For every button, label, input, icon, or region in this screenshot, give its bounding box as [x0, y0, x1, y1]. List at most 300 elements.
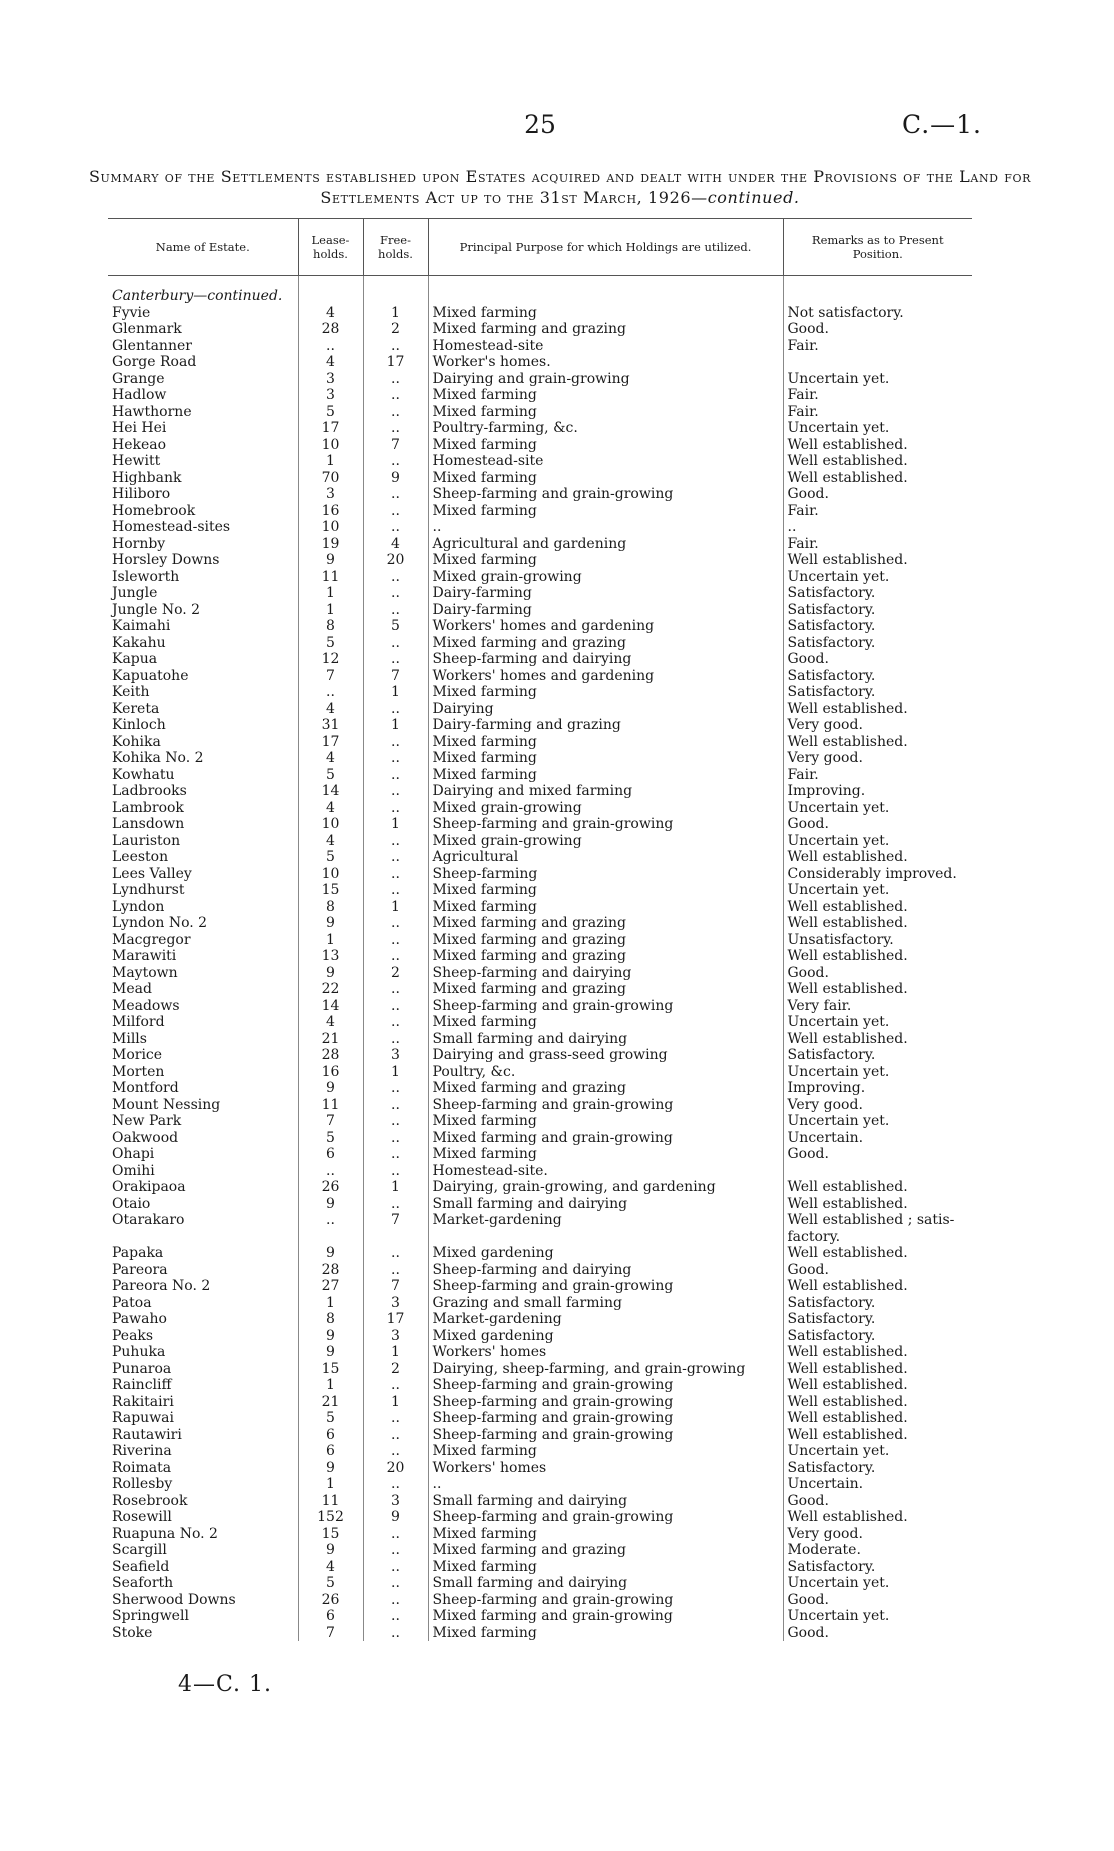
settlements-table	[108, 218, 972, 1641]
estate-name: Pareora	[112, 1261, 168, 1278]
estate-name: Lyndon	[112, 898, 165, 915]
remarks-cell: Well established.	[783, 437, 972, 454]
estate-name: Puhuka	[112, 1344, 166, 1360]
purpose-cell: Mixed farming	[428, 1146, 783, 1163]
table-row	[108, 1493, 972, 1510]
estate-name: Lyndon No. 2	[112, 915, 208, 931]
table-row	[108, 998, 972, 1015]
table-row	[108, 569, 972, 586]
leaseholds-cell: 14	[298, 998, 363, 1015]
purpose-cell: Dairying	[428, 701, 783, 718]
leaseholds-cell: 9	[298, 1460, 363, 1477]
table-row	[108, 1592, 972, 1609]
table-row	[108, 965, 972, 982]
estate-name: Mount Nessing	[112, 1096, 221, 1113]
table-row	[108, 1361, 972, 1378]
freeholds-cell: ..	[363, 486, 428, 503]
table-row	[108, 1377, 972, 1394]
leaseholds-cell: 28	[298, 321, 363, 338]
purpose-cell: Sheep-farming and grain-growing	[428, 1097, 783, 1114]
remarks-cell: Fair.	[783, 404, 972, 421]
remarks-cell: Uncertain yet.	[783, 882, 972, 899]
remarks-cell	[783, 1163, 972, 1180]
freeholds-cell: ..	[363, 998, 428, 1015]
freeholds-cell: ..	[363, 1559, 428, 1576]
leaseholds-cell: 9	[298, 1245, 363, 1262]
table-row	[108, 899, 972, 916]
purpose-cell: Agricultural and gardening	[428, 536, 783, 553]
estate-name: Leeston	[112, 849, 169, 865]
leaseholds-cell: 1	[298, 585, 363, 602]
purpose-cell: Homestead-site	[428, 338, 783, 355]
remarks-cell: Good.	[783, 816, 972, 833]
estate-name: Jungle No. 2	[112, 601, 201, 618]
freeholds-cell: 20	[363, 552, 428, 569]
estate-name: Homebrook	[112, 502, 196, 519]
estate-name: Montford	[112, 1080, 179, 1096]
table-row	[108, 1014, 972, 1031]
leaseholds-cell: 1	[298, 453, 363, 470]
table-row	[108, 585, 972, 602]
purpose-cell: Sheep-farming	[428, 866, 783, 883]
remarks-cell	[783, 354, 972, 371]
purpose-cell: Sheep-farming and dairying	[428, 651, 783, 668]
freeholds-cell: 9	[363, 470, 428, 487]
purpose-cell: Market-gardening	[428, 1311, 783, 1328]
title-main: Summary of the Settlements established upon Estates acquired and dealt with under the Provisions of the Land for Settlements Act up to the 31st March, 1926—	[88, 167, 1032, 207]
freeholds-cell: ..	[363, 1014, 428, 1031]
purpose-cell: Mixed farming	[428, 387, 783, 404]
table-row	[108, 1031, 972, 1048]
table-row	[108, 948, 972, 965]
freeholds-cell: ..	[363, 948, 428, 965]
remarks-cell: Good.	[783, 965, 972, 982]
leaseholds-cell: 9	[298, 1542, 363, 1559]
leaseholds-cell: 5	[298, 767, 363, 784]
freeholds-cell: ..	[363, 1575, 428, 1592]
purpose-cell: Sheep-farming and grain-growing	[428, 816, 783, 833]
estate-name: Meadows	[112, 997, 180, 1014]
purpose-cell: Mixed farming	[428, 1443, 783, 1460]
freeholds-cell: ..	[363, 767, 428, 784]
remarks-cell: Uncertain yet.	[783, 833, 972, 850]
table-row	[108, 783, 972, 800]
freeholds-cell: 1	[363, 1179, 428, 1196]
remarks-cell: Well established.	[783, 1344, 972, 1361]
estate-name: Kowhatu	[112, 766, 175, 783]
purpose-cell: Sheep-farming and dairying	[428, 1262, 783, 1279]
estate-name: Lees Valley	[112, 865, 192, 882]
purpose-cell: Dairy-farming and grazing	[428, 717, 783, 734]
table-row	[108, 1575, 972, 1592]
remarks-cell: Uncertain yet.	[783, 420, 972, 437]
table-body	[108, 276, 972, 1642]
table-row	[108, 486, 972, 503]
table-row	[108, 354, 972, 371]
estate-name: Hadlow	[112, 387, 167, 403]
leaseholds-cell: 5	[298, 635, 363, 652]
leaseholds-cell: 13	[298, 948, 363, 965]
purpose-cell: Poultry, &c.	[428, 1064, 783, 1081]
purpose-cell: Mixed farming	[428, 1014, 783, 1031]
freeholds-cell: ..	[363, 1476, 428, 1493]
table-row	[108, 1295, 972, 1312]
remarks-cell: Well established ; satis-	[783, 1212, 972, 1229]
purpose-cell: Mixed farming	[428, 503, 783, 520]
purpose-cell: Mixed farming and grazing	[428, 948, 783, 965]
purpose-cell: Mixed farming and grazing	[428, 932, 783, 949]
remarks-cell: Fair.	[783, 503, 972, 520]
remarks-cell: Well established.	[783, 899, 972, 916]
table-row	[108, 1064, 972, 1081]
remarks-cell: Good.	[783, 486, 972, 503]
table-header-row	[108, 219, 972, 276]
purpose-cell: Mixed farming and grazing	[428, 981, 783, 998]
remarks-cell: Well established.	[783, 552, 972, 569]
freeholds-cell: ..	[363, 1542, 428, 1559]
purpose-cell: Dairying, sheep-farming, and grain-growing	[428, 1361, 783, 1378]
remarks-cell: Good.	[783, 1262, 972, 1279]
freeholds-cell: 9	[363, 1509, 428, 1526]
estate-name: Papaka	[112, 1245, 164, 1261]
purpose-cell: Sheep-farming and grain-growing	[428, 1592, 783, 1609]
freeholds-cell: ..	[363, 519, 428, 536]
remarks-cell: Good.	[783, 1493, 972, 1510]
leaseholds-cell: 15	[298, 1361, 363, 1378]
table-row	[108, 1394, 972, 1411]
estate-name: Kohika No. 2	[112, 750, 204, 766]
estate-name: Morten	[112, 1063, 165, 1080]
purpose-cell: Small farming and dairying	[428, 1493, 783, 1510]
remarks-cell: Fair.	[783, 536, 972, 553]
estate-name: Peaks	[112, 1327, 154, 1344]
freeholds-cell: ..	[363, 1427, 428, 1444]
table-row	[108, 849, 972, 866]
purpose-cell: Dairying, grain-growing, and gardening	[428, 1179, 783, 1196]
remarks-cell: Well established.	[783, 701, 972, 718]
purpose-cell: Sheep-farming and grain-growing	[428, 1427, 783, 1444]
purpose-cell: Homestead-site.	[428, 1163, 783, 1180]
leaseholds-cell: 9	[298, 1328, 363, 1345]
footer-signature: 4—C. 1.	[178, 1672, 273, 1697]
table-row	[108, 1625, 972, 1642]
purpose-cell: Sheep-farming and grain-growing	[428, 1410, 783, 1427]
leaseholds-cell: 7	[298, 1625, 363, 1642]
remarks-cell: Satisfactory.	[783, 585, 972, 602]
estate-name: Scargill	[112, 1542, 167, 1558]
leaseholds-cell: 26	[298, 1592, 363, 1609]
estate-name: Sherwood Downs	[112, 1591, 236, 1608]
leaseholds-cell: 4	[298, 701, 363, 718]
table-row	[108, 437, 972, 454]
purpose-cell: Mixed farming and grazing	[428, 915, 783, 932]
remarks-cell: Satisfactory.	[783, 1460, 972, 1477]
purpose-cell: Mixed farming	[428, 470, 783, 487]
leaseholds-cell: 19	[298, 536, 363, 553]
purpose-cell: Mixed farming	[428, 1625, 783, 1642]
purpose-cell: Mixed farming	[428, 734, 783, 751]
estate-name: Morice	[112, 1047, 163, 1063]
estate-name: Rapuwai	[112, 1410, 174, 1426]
table-row	[108, 932, 972, 949]
leaseholds-cell: 15	[298, 1526, 363, 1543]
freeholds-cell: ..	[363, 1625, 428, 1642]
leaseholds-cell: 10	[298, 866, 363, 883]
remarks-cell: Good.	[783, 1625, 972, 1642]
remarks-cell: Satisfactory.	[783, 1047, 972, 1064]
estate-name: Glenmark	[112, 321, 182, 337]
remarks-cell: Very good.	[783, 750, 972, 767]
freeholds-cell: 3	[363, 1328, 428, 1345]
table-row	[108, 321, 972, 338]
leaseholds-cell: 4	[298, 305, 363, 322]
table-row	[108, 915, 972, 932]
freeholds-cell: ..	[363, 915, 428, 932]
leaseholds-cell: 9	[298, 552, 363, 569]
estate-name: Isleworth	[112, 568, 180, 585]
leaseholds-cell: 1	[298, 932, 363, 949]
freeholds-cell: ..	[363, 453, 428, 470]
freeholds-cell: ..	[363, 783, 428, 800]
remarks-cell: Fair.	[783, 767, 972, 784]
freeholds-cell: 17	[363, 354, 428, 371]
remarks-cell: Well established.	[783, 1245, 972, 1262]
freeholds-cell: ..	[363, 338, 428, 355]
purpose-cell: Mixed farming and grazing	[428, 1542, 783, 1559]
leaseholds-cell: 4	[298, 1559, 363, 1576]
freeholds-cell: ..	[363, 371, 428, 388]
freeholds-cell: ..	[363, 503, 428, 520]
remarks-cell: Very good.	[783, 717, 972, 734]
purpose-cell: Mixed farming	[428, 750, 783, 767]
leaseholds-cell	[298, 1229, 363, 1246]
leaseholds-cell: 5	[298, 849, 363, 866]
table-row	[108, 618, 972, 635]
leaseholds-cell: 9	[298, 1344, 363, 1361]
purpose-cell: Sheep-farming and grain-growing	[428, 1278, 783, 1295]
estate-name: Kohika	[112, 733, 161, 750]
estate-name: Rosebrook	[112, 1492, 188, 1509]
freeholds-cell: 3	[363, 1493, 428, 1510]
purpose-cell: Dairying and grass-seed growing	[428, 1047, 783, 1064]
leaseholds-cell: ..	[298, 684, 363, 701]
table-row	[108, 1212, 972, 1229]
table-row	[108, 1196, 972, 1213]
leaseholds-cell: 17	[298, 734, 363, 751]
table-row	[108, 1559, 972, 1576]
document-reference: C.—1.	[901, 110, 982, 139]
estate-name: Hewitt	[112, 453, 161, 469]
leaseholds-cell: 1	[298, 1377, 363, 1394]
leaseholds-cell: 4	[298, 354, 363, 371]
remarks-cell: Satisfactory.	[783, 1328, 972, 1345]
remarks-cell: Good.	[783, 651, 972, 668]
estate-name: Rautawiri	[112, 1426, 182, 1443]
purpose-cell: Mixed farming	[428, 1526, 783, 1543]
remarks-cell: Well established.	[783, 849, 972, 866]
purpose-cell: Mixed farming and grazing	[428, 1080, 783, 1097]
estate-name: Seafield	[112, 1558, 170, 1575]
purpose-cell: Poultry-farming, &c.	[428, 420, 783, 437]
freeholds-cell: 1	[363, 816, 428, 833]
freeholds-cell: 2	[363, 321, 428, 338]
table-row	[108, 1278, 972, 1295]
table-row	[108, 1262, 972, 1279]
table-row	[108, 882, 972, 899]
freeholds-cell: ..	[363, 1410, 428, 1427]
leaseholds-cell: 5	[298, 404, 363, 421]
estate-name: Hei Hei	[112, 420, 167, 436]
freeholds-cell: ..	[363, 1080, 428, 1097]
estate-name: Macgregor	[112, 931, 191, 948]
table-row	[108, 387, 972, 404]
table-row	[108, 635, 972, 652]
leaseholds-cell: 6	[298, 1608, 363, 1625]
estate-name: Keith	[112, 684, 150, 700]
estate-name: Horsley Downs	[112, 552, 220, 568]
purpose-cell: Mixed farming and grain-growing	[428, 1608, 783, 1625]
purpose-cell: Sheep-farming and grain-growing	[428, 1377, 783, 1394]
freeholds-cell: ..	[363, 1130, 428, 1147]
freeholds-cell: 7	[363, 1278, 428, 1295]
freeholds-cell: ..	[363, 635, 428, 652]
purpose-cell: Mixed farming	[428, 899, 783, 916]
remarks-cell: Good.	[783, 321, 972, 338]
remarks-cell: Well established.	[783, 1361, 972, 1378]
purpose-cell: Agricultural	[428, 849, 783, 866]
freeholds-cell: ..	[363, 1526, 428, 1543]
purpose-cell: Sheep-farming and grain-growing	[428, 1509, 783, 1526]
freeholds-cell: ..	[363, 750, 428, 767]
page-title	[70, 166, 1050, 208]
leaseholds-cell: 4	[298, 1014, 363, 1031]
table-row	[108, 1476, 972, 1493]
estate-name: Lauriston	[112, 832, 181, 849]
purpose-cell: Mixed grain-growing	[428, 569, 783, 586]
table-row	[108, 1047, 972, 1064]
leaseholds-cell: 27	[298, 1278, 363, 1295]
table-row	[108, 453, 972, 470]
estate-name: Rollesby	[112, 1476, 173, 1492]
leaseholds-cell: 5	[298, 1130, 363, 1147]
purpose-cell: Mixed farming and grazing	[428, 321, 783, 338]
freeholds-cell: 1	[363, 305, 428, 322]
table-row	[108, 1608, 972, 1625]
leaseholds-cell: 4	[298, 750, 363, 767]
purpose-cell: Dairy-farming	[428, 585, 783, 602]
estate-name: Orakipaoa	[112, 1179, 186, 1195]
remarks-cell: Satisfactory.	[783, 1311, 972, 1328]
region-row	[108, 288, 972, 305]
purpose-cell: Workers' homes	[428, 1344, 783, 1361]
freeholds-cell: 7	[363, 668, 428, 685]
leaseholds-cell: 4	[298, 800, 363, 817]
leaseholds-cell: 31	[298, 717, 363, 734]
remarks-cell: Well established.	[783, 1196, 972, 1213]
estate-name: Ruapuna No. 2	[112, 1525, 218, 1542]
freeholds-cell: ..	[363, 932, 428, 949]
table-row	[108, 602, 972, 619]
table-row	[108, 404, 972, 421]
remarks-cell: Well established.	[783, 1427, 972, 1444]
leaseholds-cell: 7	[298, 1113, 363, 1130]
purpose-cell: Mixed farming	[428, 882, 783, 899]
leaseholds-cell: 10	[298, 816, 363, 833]
estate-name: Pareora No. 2	[112, 1278, 211, 1294]
leaseholds-cell: 8	[298, 1311, 363, 1328]
remarks-cell: Well established.	[783, 1509, 972, 1526]
freeholds-cell: 2	[363, 1361, 428, 1378]
leaseholds-cell: 17	[298, 420, 363, 437]
remarks-cell: Good.	[783, 1146, 972, 1163]
table-row	[108, 470, 972, 487]
estate-name: Mead	[112, 981, 152, 997]
leaseholds-cell: 10	[298, 519, 363, 536]
remarks-cell: Uncertain.	[783, 1476, 972, 1493]
leaseholds-cell: 1	[298, 602, 363, 619]
table-row	[108, 1410, 972, 1427]
leaseholds-cell: 28	[298, 1262, 363, 1279]
table-row	[108, 1526, 972, 1543]
table-row	[108, 701, 972, 718]
remarks-cell: Very fair.	[783, 998, 972, 1015]
freeholds-cell: 1	[363, 1344, 428, 1361]
leaseholds-cell: 11	[298, 1493, 363, 1510]
remarks-cell: Uncertain yet.	[783, 1443, 972, 1460]
leaseholds-cell: 11	[298, 1097, 363, 1114]
title-continued: continued.	[707, 188, 800, 207]
header-leaseholds: Lease-holds.	[298, 219, 363, 276]
table-row	[108, 684, 972, 701]
purpose-cell: Small farming and dairying	[428, 1031, 783, 1048]
purpose-cell: Mixed gardening	[428, 1245, 783, 1262]
freeholds-cell: ..	[363, 1608, 428, 1625]
leaseholds-cell: 26	[298, 1179, 363, 1196]
leaseholds-cell: 21	[298, 1031, 363, 1048]
table-row	[108, 371, 972, 388]
purpose-cell: ..	[428, 519, 783, 536]
freeholds-cell: 17	[363, 1311, 428, 1328]
table-row	[108, 536, 972, 553]
purpose-cell: Mixed farming and grazing	[428, 635, 783, 652]
estate-name: Punaroa	[112, 1360, 172, 1377]
remarks-cell: Satisfactory.	[783, 1295, 972, 1312]
leaseholds-cell: ..	[298, 1163, 363, 1180]
freeholds-cell: ..	[363, 420, 428, 437]
leaseholds-cell: 7	[298, 668, 363, 685]
purpose-cell: Mixed farming	[428, 684, 783, 701]
leaseholds-cell: 1	[298, 1295, 363, 1312]
remarks-cell: Considerably improved.	[783, 866, 972, 883]
table-row	[108, 1427, 972, 1444]
freeholds-cell: ..	[363, 651, 428, 668]
remarks-cell: Well established.	[783, 1278, 972, 1295]
remarks-cell: Uncertain yet.	[783, 1064, 972, 1081]
remarks-cell: Improving.	[783, 783, 972, 800]
remarks-cell: Very good.	[783, 1097, 972, 1114]
freeholds-cell: ..	[363, 404, 428, 421]
estate-name: Gorge Road	[112, 354, 197, 370]
table-row	[108, 750, 972, 767]
table-row	[108, 1245, 972, 1262]
purpose-cell	[428, 1229, 783, 1246]
remarks-cell: factory.	[783, 1229, 972, 1246]
estate-name: Kakahu	[112, 634, 166, 651]
freeholds-cell: ..	[363, 1245, 428, 1262]
estate-name: Raincliff	[112, 1377, 172, 1393]
table-row	[108, 833, 972, 850]
remarks-cell: Well established.	[783, 981, 972, 998]
